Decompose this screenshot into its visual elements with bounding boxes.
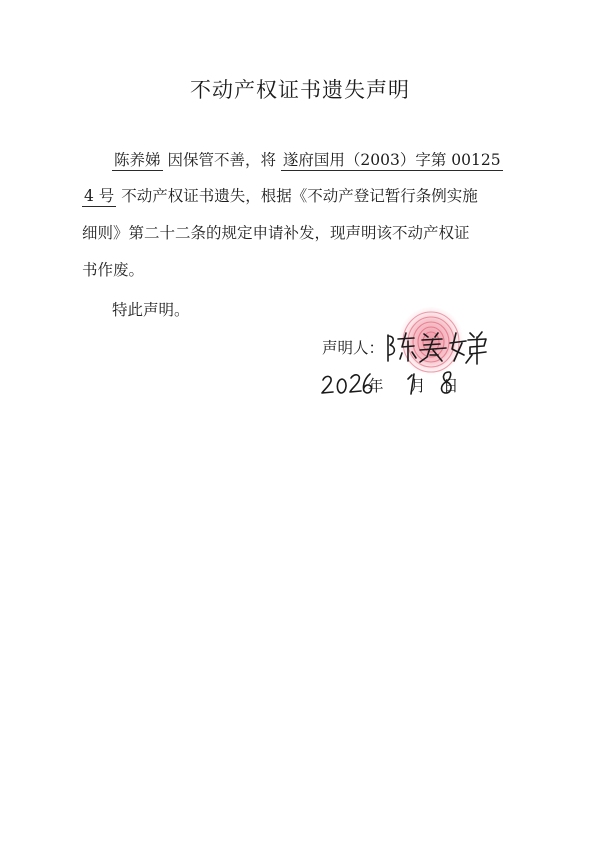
closing-statement: 特此声明。 bbox=[112, 301, 190, 319]
date-year-char: 年 bbox=[368, 377, 384, 395]
date-month-char: 月 bbox=[410, 377, 426, 395]
certificate-number-part2: 4 号 bbox=[84, 187, 115, 205]
line2-text: 不动产权证书遗失，根据《不动产登记暂行条例实施 bbox=[121, 187, 478, 205]
paragraph-line-1 bbox=[112, 150, 503, 171]
line1-text: 因保管不善，将 bbox=[167, 151, 276, 169]
certificate-number-part1: 遂府国用（2003）字第 00125 bbox=[282, 151, 501, 169]
paragraph-line-3: 细则》第二十二条的规定申请补发，现声明该不动产权证 bbox=[82, 224, 470, 242]
paragraph-line-2 bbox=[82, 186, 478, 207]
declarant-label: 声明人： bbox=[322, 339, 385, 357]
handwritten-signature bbox=[380, 327, 490, 367]
document-title: 不动产权证书遗失声明 bbox=[190, 78, 410, 102]
paragraph-line-4: 书作废。 bbox=[82, 261, 145, 279]
date-day-char: 日 bbox=[443, 377, 459, 395]
declarant-name: 陈养娣 bbox=[114, 151, 161, 169]
